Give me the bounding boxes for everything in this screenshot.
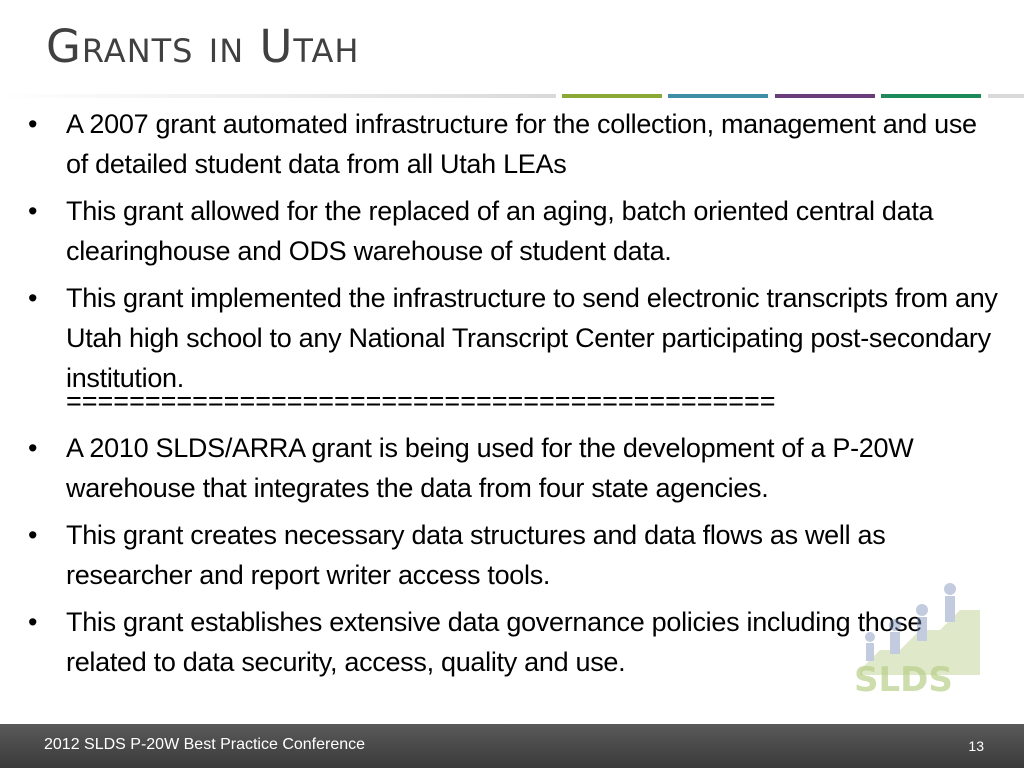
bullet-dot: •: [28, 109, 38, 139]
bullet-item: • This grant implemented the infrastructure to send electronic transcripts from any Utah high school to any National Transcript Center participating post-secondary institution.: [28, 278, 998, 398]
bullet-dot: •: [28, 196, 38, 226]
accent-rule-teal: [881, 94, 981, 98]
page-number: 13: [968, 738, 984, 754]
title-rule-tail: [988, 94, 1024, 98]
accent-rule-green: [562, 94, 662, 98]
bullet-dot: •: [28, 433, 38, 463]
svg-text:SLDS: SLDS: [854, 660, 953, 695]
conference-name: 2012 SLDS P-20W Best Practice Conference: [44, 736, 366, 753]
footer-bar: [0, 724, 1024, 768]
bullet-item: • A 2010 SLDS/ARRA grant is being used for the development of a P-20W warehouse that integrates the data from four state agencies.: [28, 428, 998, 508]
slide-title: Grants in Utah: [46, 20, 360, 73]
slds-logo: [850, 575, 985, 695]
bullet-item: • This grant creates necessary data structures and data flows as well as researcher and report writer access tools.: [28, 515, 998, 595]
bullet-item: • This grant allowed for the replaced of an aging, batch oriented central data clearinghouse and ODS warehouse of student data.: [28, 191, 998, 271]
bullet-dot: •: [28, 520, 38, 550]
title-rule: [0, 94, 556, 98]
accent-rule-blue: [668, 94, 768, 98]
bullet-dot: •: [28, 283, 38, 313]
accent-rule-purple: [775, 94, 875, 98]
bullet-dot: •: [28, 607, 38, 637]
bullet-item: • This grant establishes extensive data governance policies including those related to data security, access, quality and use.: [28, 602, 998, 682]
separator-line: =============================================: [66, 386, 776, 416]
bullet-item: • A 2007 grant automated infrastructure for the collection, management and use of detailed student data from all Utah LEAs: [28, 104, 998, 184]
